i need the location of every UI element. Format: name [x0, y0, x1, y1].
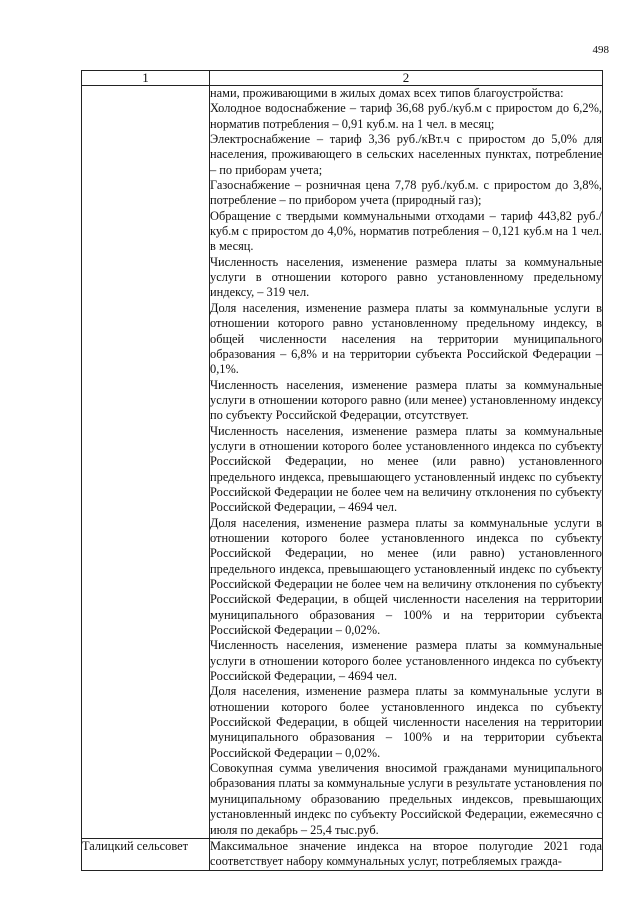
paragraph-13: Совокупная сумма увеличения вносимой гражданами муниципального образования платы за коммунальные услуги в результате установления по муниципальному образованию предельных индексов, превышающих установленный индекс по субъекту Российской Федерации, ежемесячно с июля по декабрь – 25,4 тыс.руб. — [210, 761, 602, 837]
paragraph-1: нами, проживающими в жилых домах всех типов благоустройства: — [210, 86, 564, 100]
paragraph-11: Численность населения, изменение размера платы за коммунальные услуги в отношении которого более установленного индекса по субъекту Российской Федерации, – 4694 чел. — [210, 638, 602, 684]
paragraph-7: Доля населения, изменение размера платы за коммунальные услуги в отношении которого равно установленному предельному индексу, в общей численности населения на территории муниципального образования – 6,8% и на территории субъекта Российской Федерации – 0,1%. — [210, 300, 602, 377]
description-cell — [210, 86, 603, 839]
paragraph-9: Численность населения, изменение размера платы за коммунальные услуги в отношении которого более установленного индекса по субъекту Российской Федерации, но менее (или равно) установленного предельного индекса, превышающего установленный индекс по субъекту Российской Федерации не более чем на величину отклонения по субъекту Российской Федерации, – 4694 чел. — [210, 423, 602, 515]
paragraph-6: Численность населения, изменение размера платы за коммунальные услуги в отношении которого равно установленному предельному индексу, – 319 чел. — [210, 254, 602, 300]
region-cell-empty — [82, 86, 210, 839]
table-row — [82, 838, 603, 870]
paragraph-12: Доля населения, изменение размера платы за коммунальные услуги в отношении которого более установленного индекса по субъекту Российской Федерации, в общей численности населения на территории муниципального образования – 100% и на территории субъекта Российской Федерации – 0,02%. — [210, 684, 602, 760]
table-header-row — [82, 71, 603, 86]
paragraph-3: Электроснабжение – тариф 3,36 руб./кВт.ч с приростом до 5,0% для населения, проживающего в сельских населенных пунктах, потребление – по приборам учета; — [210, 132, 602, 177]
region-name-cell: Талицкий сельсовет — [82, 838, 210, 870]
paragraph-continuation: Максимальное значение индекса на второе полугодие 2021 года соответствует набору коммунальных услуг, потребляемых гражда- — [210, 838, 602, 869]
paragraph-10: Доля населения, изменение размера платы за коммунальные услуги в отношении которого более установленного индекса по субъекту Российской Федерации, но менее (или равно) установленного предельного индекса, превышающего установленный индекс по субъекту Российской Федерации не более чем на величину отклонения по субъекту Российской Федерации, в общей численности населения на территории муниципального образования – 100% и на территории субъекта Российской Федерации – 0,02%. — [210, 515, 602, 638]
header-cell-2: 2 — [210, 71, 603, 86]
page-number: 498 — [592, 44, 609, 56]
paragraph-8: Численность населения, изменение размера платы за коммунальные услуги в отношении которого равно (или менее) установленному индексу по субъекту Российской Федерации, отсутствует. — [210, 377, 602, 423]
header-cell-1: 1 — [82, 71, 210, 86]
paragraph-2: Холодное водоснабжение – тариф 36,68 руб./куб.м с приростом до 6,2%, норматив потребления – 0,91 куб.м. на 1 чел. в месяц; — [210, 101, 602, 131]
document-table — [81, 70, 603, 871]
description-cell — [210, 838, 603, 870]
paragraph-4: Газоснабжение – розничная цена 7,78 руб./куб.м. с приростом до 3,8%, потребление – по прибором учета (природный газ); — [210, 178, 602, 208]
paragraph-5: Обращение с твердыми коммунальными отходами – тариф 443,82 руб./куб.м с приростом до 4,0%, норматив потребления – 0,121 куб.м на 1 чел. в месяц. — [210, 208, 602, 254]
table-row — [82, 86, 603, 839]
